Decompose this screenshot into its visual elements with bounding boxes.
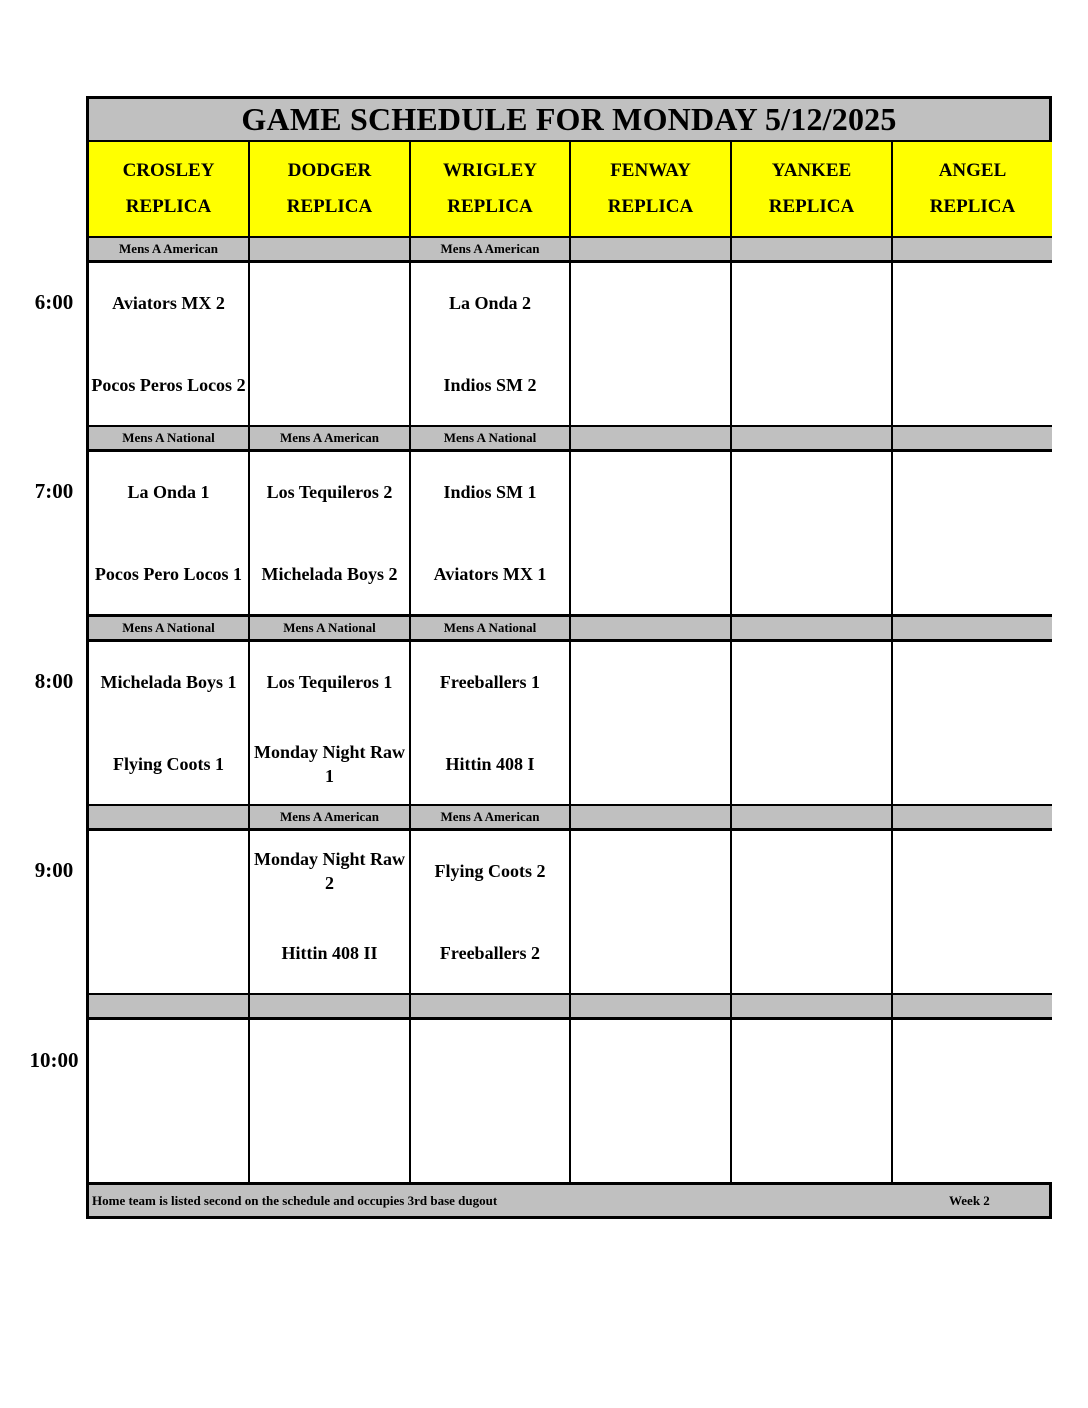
league-label	[89, 806, 248, 828]
league-label	[732, 995, 891, 1017]
away-team	[893, 654, 1052, 710]
home-team	[893, 546, 1052, 602]
game-cell	[411, 831, 569, 993]
home-team: Michelada Boys 2	[261, 564, 398, 584]
game-cell	[89, 263, 248, 425]
home-team: Pocos Peros Locos 2	[91, 375, 246, 395]
league-label: Mens A National	[250, 617, 409, 639]
league-label	[411, 995, 569, 1017]
away-team: Aviators MX 2	[112, 293, 225, 313]
game-cell	[732, 831, 891, 993]
league-label: Mens A American	[89, 238, 248, 260]
game-cell	[250, 831, 409, 993]
away-team: Flying Coots 2	[434, 861, 546, 881]
away-team	[571, 843, 730, 899]
away-team	[571, 654, 730, 710]
game-cell	[571, 452, 730, 614]
league-label: Mens A American	[411, 238, 569, 260]
league-label	[893, 427, 1052, 449]
home-team	[893, 736, 1052, 792]
away-team	[732, 843, 891, 899]
away-team	[89, 1032, 248, 1088]
away-team: Monday Night Raw 2	[253, 849, 405, 893]
home-team	[89, 1114, 248, 1170]
away-team: Freeballers 1	[439, 672, 541, 692]
away-team: Los Tequileros 2	[266, 482, 393, 502]
league-label	[893, 238, 1052, 260]
home-team: Freeballers 2	[439, 943, 541, 963]
home-team	[571, 546, 730, 602]
home-team	[732, 1114, 891, 1170]
league-label: Mens A National	[411, 617, 569, 639]
game-cell	[571, 831, 730, 993]
time-label: 9:00	[34, 858, 74, 882]
field-subtitle: REPLICA	[607, 196, 694, 217]
away-team	[732, 654, 891, 710]
home-team	[571, 736, 730, 792]
away-team	[89, 843, 248, 899]
away-team	[250, 275, 409, 331]
game-cell	[89, 452, 248, 614]
home-team	[89, 925, 248, 981]
away-team	[250, 1032, 409, 1088]
home-team: Indios SM 2	[443, 375, 537, 395]
game-cell	[732, 263, 891, 425]
field-name: DODGER	[287, 160, 372, 181]
away-team: La Onda 1	[127, 482, 210, 502]
time-label: 7:00	[34, 479, 74, 503]
game-cell	[250, 452, 409, 614]
away-team	[732, 275, 891, 331]
league-label	[571, 995, 730, 1017]
league-label	[89, 995, 248, 1017]
home-team	[893, 357, 1052, 413]
game-cell	[411, 263, 569, 425]
home-team	[411, 1114, 569, 1170]
league-label	[732, 806, 891, 828]
game-cell	[250, 642, 409, 804]
away-team	[571, 464, 730, 520]
game-cell	[893, 452, 1052, 614]
home-team: Hittin 408 II	[281, 943, 378, 963]
home-team: Aviators MX 1	[433, 564, 547, 584]
game-cell	[893, 1020, 1052, 1182]
away-team	[893, 843, 1052, 899]
game-cell	[89, 642, 248, 804]
away-team	[732, 464, 891, 520]
away-team	[893, 275, 1052, 331]
footer-note: Home team is listed second on the schedule and occupies 3rd base dugout	[92, 1192, 498, 1208]
field-subtitle: REPLICA	[929, 196, 1016, 217]
league-label	[732, 427, 891, 449]
league-label	[571, 238, 730, 260]
league-label: Mens A National	[89, 427, 248, 449]
league-label	[250, 238, 409, 260]
game-cell	[893, 263, 1052, 425]
game-cell	[732, 1020, 891, 1182]
away-team	[732, 1032, 891, 1088]
league-label: Mens A National	[411, 427, 569, 449]
home-team	[732, 925, 891, 981]
league-label: Mens A American	[411, 806, 569, 828]
league-label	[893, 617, 1052, 639]
away-team	[571, 1032, 730, 1088]
field-header	[89, 142, 248, 236]
away-team	[411, 1032, 569, 1088]
field-name: FENWAY	[610, 160, 691, 181]
home-team	[571, 1114, 730, 1170]
league-label	[893, 806, 1052, 828]
game-cell	[411, 452, 569, 614]
league-label	[893, 995, 1052, 1017]
away-team: Indios SM 1	[443, 482, 537, 502]
away-team: Los Tequileros 1	[266, 672, 393, 692]
league-label: Mens A American	[250, 806, 409, 828]
away-team	[893, 1032, 1052, 1088]
schedule-title-text: GAME SCHEDULE FOR MONDAY 5/12/2025	[241, 101, 897, 137]
home-team	[893, 925, 1052, 981]
game-cell	[250, 263, 409, 425]
home-team: Pocos Pero Locos 1	[94, 564, 243, 584]
field-header	[411, 142, 569, 236]
game-cell	[250, 1020, 409, 1182]
field-header	[571, 142, 730, 236]
field-header	[893, 142, 1052, 236]
game-cell	[732, 642, 891, 804]
game-cell	[893, 831, 1052, 993]
field-subtitle: REPLICA	[768, 196, 855, 217]
home-team	[571, 925, 730, 981]
field-name: WRIGLEY	[443, 160, 537, 181]
away-team	[571, 275, 730, 331]
game-cell	[571, 263, 730, 425]
week-label: Week 2	[949, 1192, 990, 1208]
home-team	[250, 357, 409, 413]
time-label: 10:00	[29, 1048, 79, 1072]
home-team	[571, 357, 730, 413]
time-label: 6:00	[34, 290, 74, 314]
league-label: Mens A National	[89, 617, 248, 639]
schedule-table	[86, 96, 1052, 1219]
league-label	[732, 617, 891, 639]
field-name: CROSLEY	[122, 160, 215, 181]
home-team: Flying Coots 1	[112, 754, 224, 774]
field-header	[250, 142, 409, 236]
game-cell	[89, 831, 248, 993]
league-label: Mens A American	[250, 427, 409, 449]
field-subtitle: REPLICA	[125, 196, 212, 217]
league-label	[571, 617, 730, 639]
league-label	[571, 806, 730, 828]
schedule-title	[89, 99, 1049, 140]
game-cell	[89, 1020, 248, 1182]
schedule-footer	[89, 1185, 1049, 1216]
game-cell	[411, 642, 569, 804]
league-label	[571, 427, 730, 449]
away-team: Michelada Boys 1	[100, 672, 237, 692]
time-label: 8:00	[34, 669, 74, 693]
away-team	[893, 464, 1052, 520]
game-cell	[893, 642, 1052, 804]
away-team: La Onda 2	[448, 293, 532, 313]
game-cell	[411, 1020, 569, 1182]
game-cell	[732, 452, 891, 614]
field-subtitle: REPLICA	[447, 196, 533, 217]
field-name: ANGEL	[938, 160, 1007, 181]
home-team	[732, 357, 891, 413]
field-header	[732, 142, 891, 236]
game-cell	[571, 1020, 730, 1182]
home-team: Hittin 408 I	[445, 754, 535, 774]
field-name: YANKEE	[771, 160, 852, 181]
field-subtitle: REPLICA	[286, 196, 373, 217]
home-team	[732, 736, 891, 792]
home-team	[250, 1114, 409, 1170]
league-label	[732, 238, 891, 260]
home-team	[893, 1114, 1052, 1170]
league-label	[250, 995, 409, 1017]
home-team: Monday Night Raw 1	[253, 742, 405, 786]
game-cell	[571, 642, 730, 804]
home-team	[732, 546, 891, 602]
